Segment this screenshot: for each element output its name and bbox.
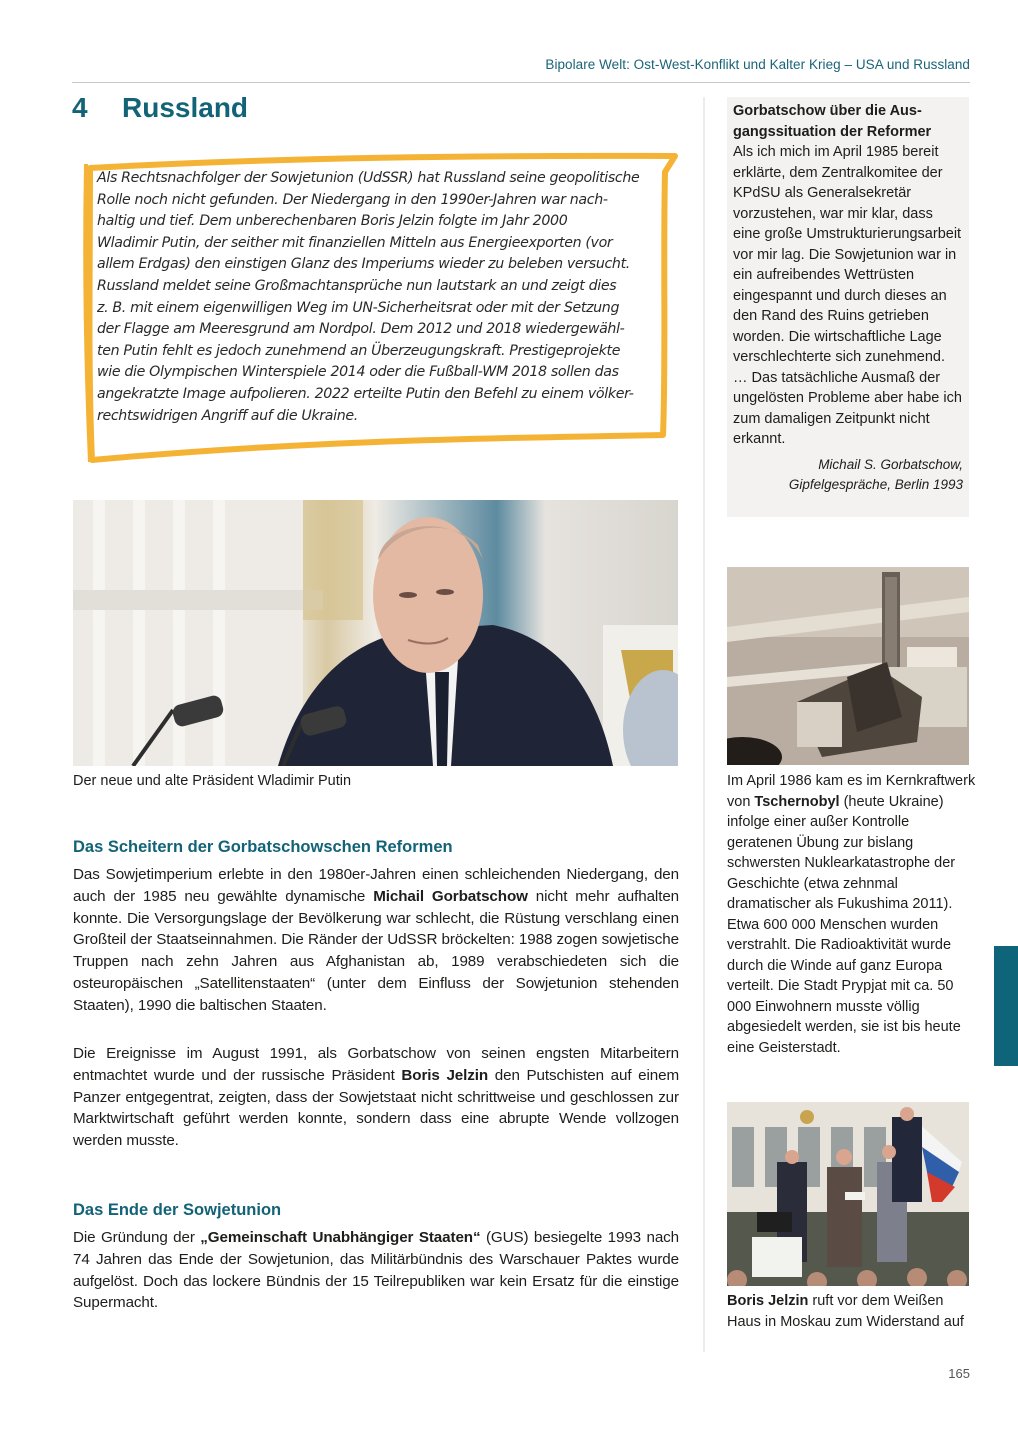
chernobyl-photo	[727, 567, 969, 765]
intro-line: Als Rechtsnachfolger der Sowjetunion (UdSSR) hat Russland seine geopolitische	[97, 170, 640, 186]
intro-line: Russland meldet seine Großmachtansprüche nun lautstark an und zeigt dies	[97, 277, 617, 294]
quote-box	[727, 97, 969, 517]
intro-line: ten Putin fehlt es jedoch zunehmend an Überzeugungskraft. Prestigeprojekte	[97, 342, 621, 359]
bold-term: Michail Gorbatschow	[373, 887, 528, 905]
chapter-title	[72, 92, 248, 124]
intro-line: rechtswidrigen Angriff auf die Ukraine.	[97, 407, 358, 424]
putin-photo	[73, 500, 678, 766]
yeltsin-photo	[727, 1102, 969, 1286]
section-heading-reforms: Das Scheitern der Gorbatschowschen Reformen	[73, 838, 453, 856]
paragraph-text: den Putschisten auf einem Panzer entgegentrat, zeigten, dass der Sowjetstaat nicht schrittweise und geschlossen zur Marktwirtschaft geführt werden konnte, sondern dass eine abrupte Wende vollzogen werden musste.	[73, 1066, 680, 1150]
header-rule	[72, 82, 970, 83]
paragraph-text: Das Sowjetimperium erlebte in den 1980er-Jahren einen schleichenden Niedergang, den auch der 1985 neu gewählte dynamische	[73, 866, 679, 905]
paragraph-text: nicht mehr aufhalten konnte. Die Versorgungslage der Bevölkerung war schlecht, die Rüstung verschlang einen Großteil der Staatseinnahmen. Die Ränder der UdSSR bröckelten: 1988 zogen sowjetische Truppen nach zehn Jahren aus Afghanistan ab, 1989 verabschiedeten sich die osteuropäischen „Satellitenstaaten“ (unter dem Einfluss der Sowjetunion stehenden Staaten), 1990 die baltischen Staaten.	[73, 887, 680, 1014]
page-number: 165	[948, 1366, 970, 1381]
intro-line: haltig und tief. Dem unberechenbaren Boris Jelzin folgte im Jahr 2000	[97, 213, 568, 230]
caption-text: (heute Ukraine) infolge einer außer Kontrolle geratenen Übung zur bislang schwersten Nuklearkatastrophe der Geschichte (etwa zehnmal dramatischer als Fukushima 2011). Etwa 600 000 Menschen wurden verstrahlt. Die Radioaktivität wurde durch die Winde auf ganz Europa verteilt. Die Stadt Prypjat mit ca. 50 000 Einwohnern musste völlig abgesiedelt werden, sie ist bis heute eine Geisterstadt.	[727, 793, 961, 1056]
chapter-tab-marker	[994, 946, 1018, 1066]
bold-term: Boris Jelzin	[401, 1066, 489, 1084]
column-divider	[703, 97, 705, 1352]
quote-author: Michail S. Gorbatschow,	[818, 456, 963, 472]
intro-line: Wladimir Putin, der seither mit finanziellen Mitteln aus Energieexporten (vor	[97, 234, 613, 251]
bold-term: Tschernobyl	[754, 793, 840, 810]
intro-line: Rolle noch nicht gefunden. Der Niedergang in den 1990er-Jahren war nach-	[97, 191, 608, 208]
quote-text: Als ich mich im April 1985 bereit erklärte, dem Zentralkomitee der KPdSU als Generalsekretär vorzustehen, war mir klar, dass eine große Umstrukturierungsarbeit vor mir lag. Die Sowjetunion war in ein aufreibendes Wettrüsten eingespannt und durch dieses an den Rand des Ruins getrieben worden. Die wirtschaftliche Lage verschlechterte sich zunehmend. … Das tatsächliche Ausmaß der ungelösten Probleme aber habe ich zum damaligen Zeitpunkt nicht erkannt.	[733, 144, 962, 447]
intro-line: wie die Olympischen Winterspiele 2014 oder die Fußball-WM 2018 sollen das	[97, 364, 619, 381]
paragraph-text: Die Gründung der	[73, 1229, 201, 1246]
section-heading-end-ussr: Das Ende der Sowjetunion	[73, 1201, 282, 1219]
caption-text: Im April 1986 kam es im Kernkraftwerk von	[727, 773, 976, 810]
bold-term: „Gemeinschaft Unabhängiger Staaten“	[200, 1229, 481, 1246]
chernobyl-caption	[727, 771, 977, 1058]
running-head: Bipolare Welt: Ost-West-Konflikt und Kalter Krieg – USA und Russland	[545, 57, 970, 72]
caption-text: ruft vor dem Weißen Haus in Moskau zum Widerstand auf	[727, 1293, 964, 1330]
yeltsin-caption	[727, 1291, 977, 1332]
intro-text	[97, 168, 657, 427]
quote-source	[733, 455, 963, 496]
bold-term: Boris Jelzin	[727, 1293, 809, 1309]
chapter-heading: Russland	[122, 92, 249, 123]
paragraph-text: Die Ereignisse im August 1991, als Gorbatschow von seinen engsten Mitarbeitern entmachtet wurde und der russische Präsident	[73, 1045, 679, 1084]
paragraph	[73, 1227, 679, 1314]
intro-line: angekratzte Image aufpolieren. 2022 erteilte Putin den Befehl zu einem völker-	[97, 385, 634, 402]
paragraph	[73, 1043, 679, 1152]
quote-title: Gorbatschow über die Ausgangssituation der Reformer	[733, 103, 932, 140]
putin-caption: Der neue und alte Präsident Wladimir Putin	[73, 773, 352, 789]
chapter-number: 4	[72, 92, 88, 123]
paragraph-text: (GUS) besiegelte 1993 nach 74 Jahren das Ende der Sowjetunion, das Militärbündnis des Warschauer Paktes wurde aufgelöst. Doch das lockere Bündnis der 15 Teilrepubliken war kein Ersatz für die einstige Supermacht.	[73, 1229, 680, 1312]
intro-line: z. B. mit einem eigenwilligen Weg im UN-Sicherheitsrat oder mit der Setzung	[97, 299, 620, 316]
paragraph	[73, 864, 679, 1017]
intro-line: der Flagge am Meeresgrund am Nordpol. Dem 2012 und 2018 wiedergewähl-	[97, 321, 625, 338]
quote-reference: Gipfelgespräche, Berlin 1993	[788, 477, 963, 492]
intro-line: allem Erdgas) den einstigen Glanz des Imperiums wieder zu beleben versucht.	[97, 256, 630, 273]
